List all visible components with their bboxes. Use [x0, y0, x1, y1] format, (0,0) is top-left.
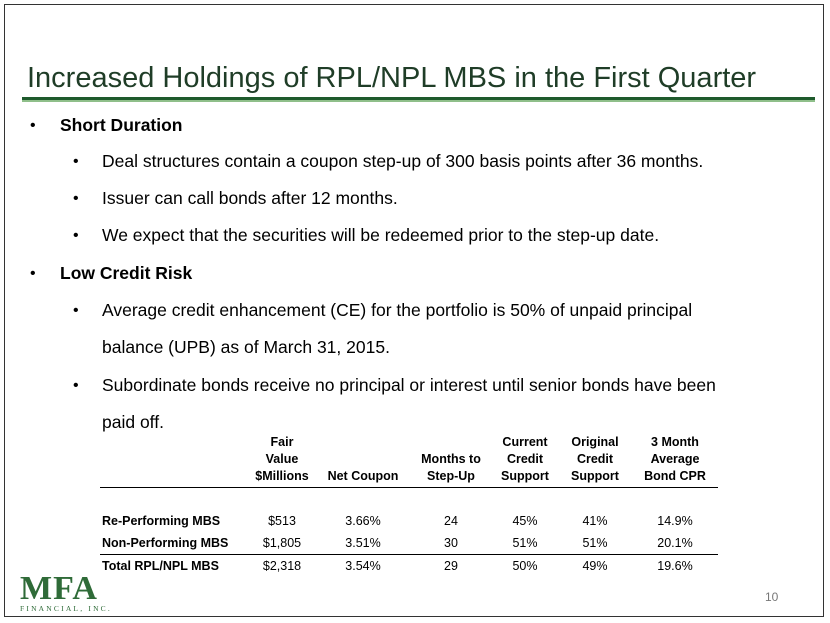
- logo-wordmark: MFA: [20, 570, 98, 607]
- page-number: 10: [765, 590, 779, 604]
- header-label-blank: [100, 434, 248, 488]
- header-months-to-step-up: Months to Step-Up: [410, 434, 492, 488]
- table-row: [100, 532, 718, 555]
- cell-net-coupon: 3.66%: [345, 514, 381, 528]
- bullet-short-duration: Short Duration: [60, 115, 183, 135]
- cell-fair-value: $2,318: [248, 555, 316, 578]
- row-label: Re-Performing MBS: [102, 514, 221, 528]
- header-fair-value: Fair Value $Millions: [248, 434, 316, 488]
- mfa-logo: [20, 570, 120, 614]
- row-label: Total RPL/NPL MBS: [100, 555, 248, 578]
- cell-current-support: 50%: [492, 555, 558, 578]
- header-net-coupon: Net Coupon: [316, 434, 410, 488]
- cell-current-support: 45%: [512, 514, 538, 528]
- bullet-call: Issuer can call bonds after 12 months.: [102, 188, 398, 208]
- logo-subtitle: FINANCIAL, INC.: [20, 604, 112, 613]
- cell-cpr: 19.6%: [632, 555, 718, 578]
- cell-original-support: 51%: [582, 536, 608, 550]
- cell-months: 24: [444, 514, 458, 528]
- bullet-step-up: Deal structures contain a coupon step-up of 300 basis points after 36 months.: [102, 151, 704, 171]
- header-3-month-cpr: 3 Month Average Bond CPR: [632, 434, 718, 488]
- header-current-credit-support: Current Credit Support: [492, 434, 558, 488]
- row-label: Non-Performing MBS: [102, 536, 229, 550]
- rpl-npl-table: [100, 434, 718, 577]
- bullet-redeem: We expect that the securities will be redeemed prior to the step-up date.: [102, 225, 660, 245]
- bullet-subordinate-line1: Subordinate bonds receive no principal or interest until senior bonds have been: [102, 375, 716, 395]
- bullet-dot: •: [73, 190, 79, 207]
- cell-fair-value: $513: [268, 514, 296, 528]
- bullet-dot: •: [73, 377, 79, 394]
- table-row: [100, 510, 718, 532]
- table-header-row: [100, 434, 718, 488]
- cell-current-support: 51%: [512, 536, 538, 550]
- cell-cpr: 20.1%: [657, 536, 693, 550]
- bullet-dot: •: [73, 153, 79, 170]
- table-total-row: [100, 555, 718, 578]
- bullet-ce-line1: Average credit enhancement (CE) for the portfolio is 50% of unpaid principal: [102, 300, 693, 320]
- bullet-dot: •: [73, 302, 79, 319]
- cell-net-coupon: 3.51%: [345, 536, 381, 550]
- bullet-ce-line2: balance (UPB) as of March 31, 2015.: [102, 337, 390, 357]
- bullet-dot: •: [30, 265, 36, 282]
- bullet-low-credit-risk: Low Credit Risk: [60, 263, 193, 283]
- cell-cpr: 14.9%: [657, 514, 693, 528]
- cell-fair-value: $1,805: [262, 536, 302, 550]
- bullet-subordinate-line2: paid off.: [102, 412, 164, 432]
- title-rule-accent: [22, 100, 815, 102]
- cell-original-support: 41%: [582, 514, 608, 528]
- bullet-dot: •: [73, 227, 79, 244]
- cell-net-coupon: 3.54%: [316, 555, 410, 578]
- cell-original-support: 49%: [558, 555, 632, 578]
- header-original-credit-support: Original Credit Support: [558, 434, 632, 488]
- cell-months: 29: [410, 555, 492, 578]
- bullet-dot: •: [30, 117, 36, 134]
- slide-title: Increased Holdings of RPL/NPL MBS in the First Quarter: [27, 62, 757, 94]
- cell-months: 30: [444, 536, 458, 550]
